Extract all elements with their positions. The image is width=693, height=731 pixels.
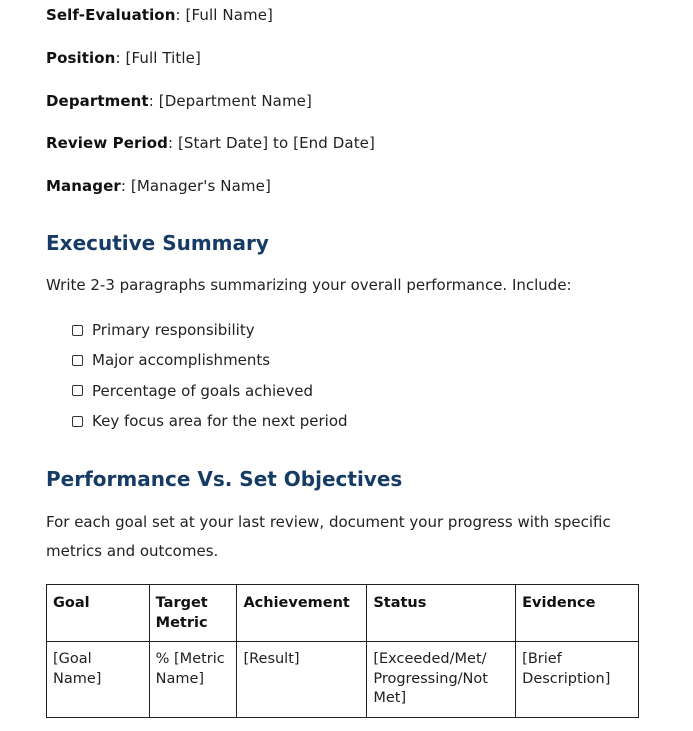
- table-cell-status[interactable]: [Exceeded/Met/ Progressing/Not Met]: [367, 642, 516, 718]
- column-header-evidence: Evidence: [516, 585, 639, 642]
- field-value: : [Full Name]: [175, 6, 273, 24]
- table-header-row: [47, 585, 639, 642]
- table-cell-goal[interactable]: [Goal Name]: [47, 642, 150, 718]
- field-label: Manager: [46, 177, 121, 195]
- checklist-item-label: Primary responsibility: [92, 321, 255, 340]
- executive-summary-heading: Executive Summary: [46, 231, 269, 255]
- field-position: [46, 48, 201, 68]
- field-value: : [Manager's Name]: [120, 177, 271, 195]
- checklist-item-label: Key focus area for the next period: [92, 412, 348, 431]
- field-value: : [Start Date] to [End Date]: [167, 134, 375, 152]
- checkbox-icon[interactable]: [72, 385, 83, 396]
- checklist-item-label: Major accomplishments: [92, 351, 271, 370]
- table-cell-evidence[interactable]: [Brief Description]: [516, 642, 639, 718]
- checklist-item-label: Percentage of goals achieved: [92, 381, 313, 400]
- checkbox-icon[interactable]: [72, 416, 83, 427]
- field-label: Position: [46, 49, 116, 67]
- checkbox-icon[interactable]: [72, 355, 83, 366]
- checklist-item[interactable]: [72, 406, 348, 436]
- field-label: Review Period: [46, 134, 168, 152]
- executive-summary-intro: Write 2-3 paragraphs summarizing your overall performance. Include:: [46, 276, 572, 294]
- field-value: : [Full Title]: [115, 49, 201, 67]
- checklist-item[interactable]: [72, 345, 348, 375]
- checklist-item[interactable]: [72, 376, 348, 406]
- goals-table: [46, 584, 639, 718]
- checkbox-icon[interactable]: [72, 325, 83, 336]
- column-header-target-metric: Target Metric: [149, 585, 237, 642]
- checklist-item[interactable]: [72, 315, 348, 345]
- performance-heading: Performance Vs. Set Objectives: [46, 467, 403, 491]
- field-manager: [46, 176, 271, 196]
- field-value: : [Department Name]: [148, 92, 312, 110]
- table-cell-target-metric[interactable]: % [Metric Name]: [149, 642, 237, 718]
- field-label: Department: [46, 92, 149, 110]
- summary-checklist: [72, 315, 348, 436]
- field-department: [46, 91, 312, 111]
- performance-intro: For each goal set at your last review, document your progress with specific metrics and outcomes.: [46, 513, 611, 560]
- field-self-evaluation: [46, 5, 273, 25]
- field-label: Self-Evaluation: [46, 6, 176, 24]
- table-cell-achievement[interactable]: [Result]: [237, 642, 367, 718]
- column-header-status: Status: [367, 585, 516, 642]
- column-header-achievement: Achievement: [237, 585, 367, 642]
- table-row: [47, 642, 639, 718]
- column-header-goal: Goal: [47, 585, 150, 642]
- field-review-period: [46, 133, 375, 153]
